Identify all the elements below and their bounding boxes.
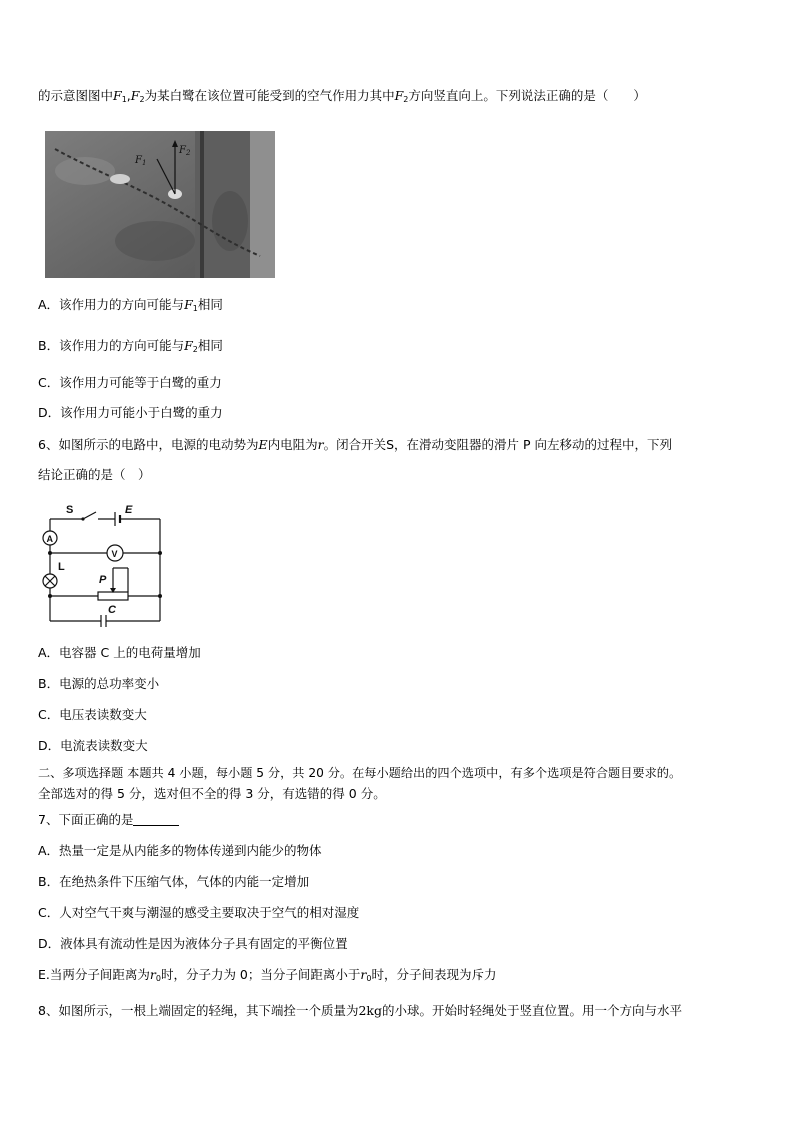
f2-label: $F_2$ <box>179 145 191 157</box>
section2-instructions-line1: 二、多项选择题 本题共 4 小题，每小题 5 分，共 20 分。在每小题给出的四个选项中，有多个选项是符合题目要求的。 <box>38 766 682 780</box>
answer-blank[interactable] <box>133 812 179 826</box>
lamp-label: L <box>58 561 65 573</box>
q6-option-a: A．电容器 C 上的电荷量增加 <box>38 645 201 660</box>
q6-option-d: D．电流表读数变大 <box>38 738 148 753</box>
q5-option-d: D．该作用力可能小于白鹭的重力 <box>38 405 223 420</box>
q5-option-a: A．该作用力的方向可能与$F_1$相同 <box>38 297 223 313</box>
emf-label: E <box>125 504 133 516</box>
slider-label: P <box>99 574 107 586</box>
q7-option-b: B．在绝热条件下压缩气体，气体的内能一定增加 <box>38 874 310 889</box>
q8-stem: 8、如图所示，一根上端固定的轻绳，其下端拴一个质量为2kg的小球。开始时轻绳处于竖直位置。用一个方向与水平 <box>38 1003 683 1018</box>
q5-stem: 的示意图图中$F_1,F_2$为某白鹭在该位置可能受到的空气作用力其中$F_2$方向竖直向上。下列说法正确的是（ ） <box>38 88 646 104</box>
switch-label: S <box>66 504 74 516</box>
f1-label: $F_1$ <box>135 155 147 167</box>
q7-option-d: D．液体具有流动性是因为液体分子具有固定的平衡位置 <box>38 936 348 951</box>
egret-photo-figure <box>45 131 275 278</box>
q6-stem-line1: 6、如图所示的电路中，电源的电动势为E内电阻为r。闭合开关S，在滑动变阻器的滑片 P 向左移动的过程中，下列 <box>38 437 673 452</box>
voltmeter-label: V <box>111 549 118 559</box>
q7-option-e: E.当两分子间距离为$r_0$时，分子力为 0；当分子间距离小于$r_0$时，分子间表现为斥力 <box>38 967 497 983</box>
q7-option-a: A．热量一定是从内能多的物体传递到内能少的物体 <box>38 843 322 858</box>
q7-stem: 7、下面正确的是 <box>38 811 179 829</box>
q6-stem-line2: 结论正确的是（ ） <box>38 467 151 482</box>
q7-option-c: C．人对空气干爽与潮湿的感受主要取决于空气的相对湿度 <box>38 905 360 920</box>
q5-option-c: C．该作用力可能等于白鹭的重力 <box>38 375 222 390</box>
q6-option-c: C．电压表读数变大 <box>38 707 147 722</box>
q5-option-b: B．该作用力的方向可能与$F_2$相同 <box>38 338 223 354</box>
capacitor-label: C <box>108 604 116 616</box>
circuit-diagram <box>38 500 170 632</box>
q6-option-b: B．电源的总功率变小 <box>38 676 160 691</box>
section2-instructions-line2: 全部选对的得 5 分，选对但不全的得 3 分，有选错的得 0 分。 <box>38 786 386 801</box>
ammeter-label: A <box>46 534 53 544</box>
